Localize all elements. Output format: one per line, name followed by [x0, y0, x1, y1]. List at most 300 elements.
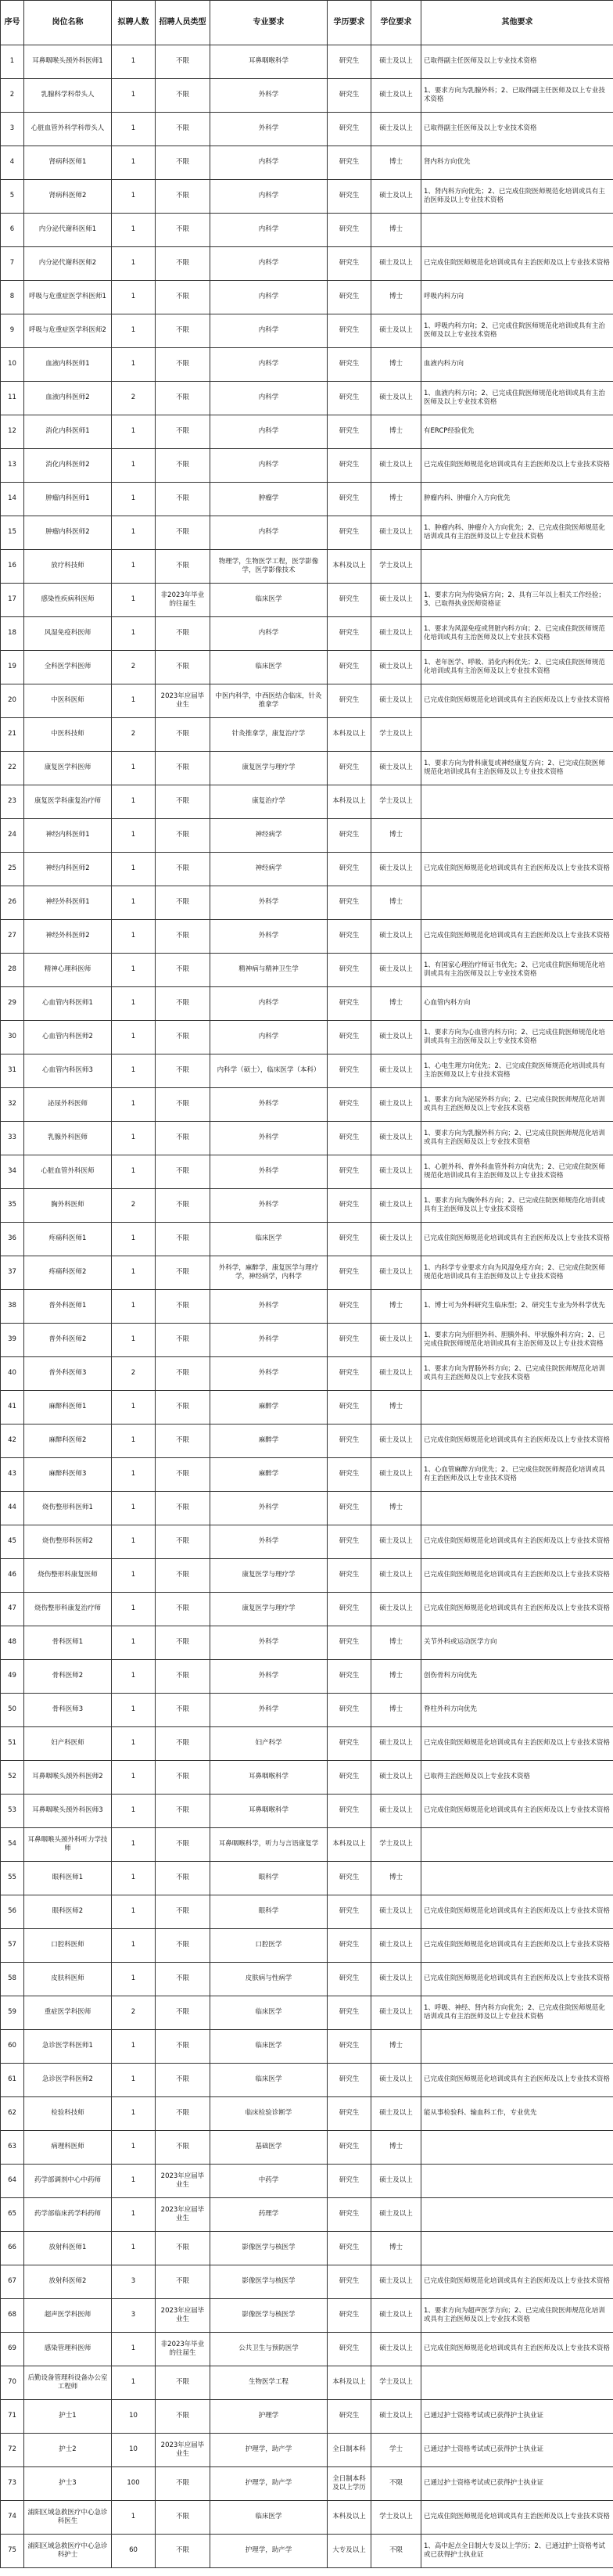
cell-count: 1: [112, 2232, 156, 2265]
cell-index: 36: [1, 1223, 24, 1256]
cell-major: 皮肤病与性病学: [210, 1963, 328, 1996]
table-row: [1, 987, 613, 1021]
cell-index: 4: [1, 146, 24, 180]
cell-major: 外科学: [210, 79, 328, 113]
cell-major: 麻醉学: [210, 1391, 328, 1425]
cell-degree: 博士: [371, 987, 421, 1021]
cell-position: 肿瘤内科医师1: [24, 483, 112, 516]
cell-major: 口腔医学: [210, 1929, 328, 1963]
cell-type: 不限: [156, 2467, 210, 2501]
cell-major: 影像医学与核医学: [210, 2265, 328, 2299]
cell-other: 1、要求方向为乳腺外科；2、已取得副主任医师及以上专业技术资格: [421, 79, 613, 113]
cell-education: 研究生: [328, 1660, 371, 1694]
cell-position: 妇产科医师: [24, 1727, 112, 1761]
cell-type: 不限: [156, 1021, 210, 1054]
cell-index: 26: [1, 886, 24, 920]
cell-position: 心脏血管外科医师: [24, 1155, 112, 1189]
cell-other: 1、要求方向为胸外科方向；2、已完成住院医师规范化培训或具有主治医师及以上专业技术资格: [421, 1189, 613, 1223]
cell-position: 骨科医师3: [24, 1694, 112, 1727]
cell-count: 1: [112, 2333, 156, 2366]
cell-index: 11: [1, 382, 24, 415]
cell-position: 风湿免疫科医师: [24, 617, 112, 651]
cell-count: 10: [112, 2400, 156, 2434]
cell-type: 不限: [156, 1694, 210, 1727]
cell-position: 护士1: [24, 2400, 112, 2434]
cell-type: 不限: [156, 2131, 210, 2165]
cell-index: 74: [1, 2501, 24, 2535]
cell-education: 研究生: [328, 1256, 371, 1290]
cell-type: 不限: [156, 987, 210, 1021]
cell-count: 1: [112, 1324, 156, 1357]
cell-education: 全日制本科: [328, 2434, 371, 2467]
cell-degree: 硕士及以上: [371, 45, 421, 79]
cell-other: [421, 1492, 613, 1525]
cell-position: 口腔科医师: [24, 1929, 112, 1963]
cell-degree: 博士: [371, 2030, 421, 2064]
cell-education: 研究生: [328, 1694, 371, 1727]
cell-count: 1: [112, 1929, 156, 1963]
table-row: [1, 1189, 613, 1223]
cell-education: 研究生: [328, 1425, 371, 1458]
cell-index: 35: [1, 1189, 24, 1223]
cell-degree: 学士: [371, 2434, 421, 2467]
cell-other: 已取得主治医师及以上专业技术资格: [421, 1761, 613, 1795]
cell-position: 检验科技师: [24, 2097, 112, 2131]
cell-degree: 硕士及以上: [371, 449, 421, 483]
cell-position: 护士2: [24, 2434, 112, 2467]
cell-type: 2023年应届毕业生: [156, 2198, 210, 2232]
cell-degree: 不限: [371, 2467, 421, 2501]
cell-type: 不限: [156, 1324, 210, 1357]
cell-position: 泌尿外科医师: [24, 1088, 112, 1122]
cell-education: 研究生: [328, 617, 371, 651]
cell-type: 不限: [156, 886, 210, 920]
cell-major: 物理学，生物医学工程，医学影像学，医学影像技术: [210, 550, 328, 584]
cell-other: 已取得副主任医师及以上专业技术资格: [421, 45, 613, 79]
table-row: [1, 516, 613, 550]
cell-type: 不限: [156, 920, 210, 954]
cell-major: 眼科学: [210, 1862, 328, 1895]
table-row: [1, 886, 613, 920]
cell-other: [421, 2030, 613, 2064]
cell-major: 临床医学: [210, 2030, 328, 2064]
table-row: [1, 1660, 613, 1694]
cell-other: 血液内科方向: [421, 348, 613, 382]
cell-degree: 硕士及以上: [371, 1425, 421, 1458]
cell-index: 61: [1, 2064, 24, 2097]
cell-type: 不限: [156, 483, 210, 516]
cell-position: 普外科医师3: [24, 1357, 112, 1391]
cell-major: 内科学: [210, 348, 328, 382]
table-row: [1, 180, 613, 214]
cell-index: 41: [1, 1391, 24, 1425]
cell-position: 呼吸与危重症医学科医师2: [24, 314, 112, 348]
cell-other: [421, 550, 613, 584]
cell-other: 1、要求方向为胃肠外科方向；2、已完成住院医师规范化培训或具有主治医师及以上专业技术资格: [421, 1357, 613, 1391]
cell-count: 2: [112, 1357, 156, 1391]
table-row: [1, 1862, 613, 1895]
cell-count: 1: [112, 2131, 156, 2165]
cell-other: [421, 886, 613, 920]
cell-education: 研究生: [328, 1155, 371, 1189]
cell-degree: 博士: [371, 1290, 421, 1324]
cell-other: 1、心电生理方向优先；2、已完成住院医师规范化培训或具有主治医师及以上专业技术资格: [421, 1054, 613, 1088]
cell-other: 1、要求方向为骨科康复或神经康复方向；2、已完成住院医师规范化培训或具有主治医师及以上专业技术资格: [421, 752, 613, 785]
header-education: 学历要求: [328, 1, 371, 45]
cell-count: 1: [112, 281, 156, 314]
table-row: [1, 1525, 613, 1559]
cell-degree: 不限: [371, 2535, 421, 2568]
cell-major: 麻醉学: [210, 1458, 328, 1492]
cell-education: 研究生: [328, 1761, 371, 1795]
cell-index: 40: [1, 1357, 24, 1391]
cell-major: 康复医学与理疗学: [210, 752, 328, 785]
cell-index: 48: [1, 1626, 24, 1660]
cell-major: 内科学: [210, 516, 328, 550]
table-row: [1, 1155, 613, 1189]
cell-education: 研究生: [328, 1525, 371, 1559]
cell-major: 临床医学: [210, 1223, 328, 1256]
cell-type: 不限: [156, 45, 210, 79]
cell-other: 1、要求方向为肝胆外科、胆胰外科、甲状腺外科方向；2、已完成住院医师规范化培训或具有主治医师及以上专业技术资格: [421, 1324, 613, 1357]
cell-count: 1: [112, 1593, 156, 1626]
cell-major: 神经病学: [210, 853, 328, 886]
table-row: [1, 954, 613, 987]
cell-position: 感染性疾病科医师: [24, 584, 112, 617]
cell-major: 针灸推拿学，康复治疗学: [210, 718, 328, 752]
cell-major: 外科学: [210, 920, 328, 954]
cell-count: 1: [112, 1828, 156, 1862]
cell-count: 1: [112, 1895, 156, 1929]
cell-education: 研究生: [328, 113, 371, 146]
cell-type: 不限: [156, 449, 210, 483]
cell-type: 不限: [156, 1862, 210, 1895]
cell-count: 1: [112, 1963, 156, 1996]
cell-other: 已完成住院医师规范化培训或具有主治医师及以上专业技术资格: [421, 1727, 613, 1761]
cell-education: 研究生: [328, 584, 371, 617]
cell-other: 1、内科学专业要求方向为风湿免疫方向；2、已完成住院医师规范化培训或具有主治医师及以上专业技术资格: [421, 1256, 613, 1290]
cell-degree: 学士及以上: [371, 2366, 421, 2400]
cell-count: 1: [112, 819, 156, 853]
table-row: [1, 785, 613, 819]
cell-degree: 硕士及以上: [371, 1021, 421, 1054]
table-row: [1, 314, 613, 348]
cell-major: 妇产科学: [210, 1727, 328, 1761]
cell-count: 2: [112, 651, 156, 684]
cell-type: 不限: [156, 2501, 210, 2535]
cell-major: 内科学: [210, 314, 328, 348]
cell-position: 眼科医师2: [24, 1895, 112, 1929]
cell-position: 胸外科医师: [24, 1189, 112, 1223]
cell-other: 1、呼吸、神经、肾内科方向优先；2、已完成住院医师规范化培训或具有主治医师及以上专业技术资格: [421, 1996, 613, 2030]
cell-major: 耳鼻咽喉科学，听力与言语康复学: [210, 1828, 328, 1862]
cell-position: 病理科医师: [24, 2131, 112, 2165]
table-row: [1, 819, 613, 853]
cell-position: 呼吸与危重症医学科医师1: [24, 281, 112, 314]
cell-education: 研究生: [328, 1223, 371, 1256]
cell-type: 不限: [156, 1458, 210, 1492]
cell-degree: 硕士及以上: [371, 1256, 421, 1290]
cell-major: 护理学，助产学: [210, 2434, 328, 2467]
cell-degree: 硕士及以上: [371, 584, 421, 617]
cell-major: 外科学: [210, 1694, 328, 1727]
cell-position: 肾病科医师2: [24, 180, 112, 214]
cell-degree: 学士及以上: [371, 785, 421, 819]
cell-degree: 博士: [371, 348, 421, 382]
cell-index: 51: [1, 1727, 24, 1761]
cell-major: 内科学: [210, 146, 328, 180]
cell-position: 乳腺科学科带头人: [24, 79, 112, 113]
cell-type: 不限: [156, 853, 210, 886]
cell-count: 1: [112, 1694, 156, 1727]
cell-count: 1: [112, 113, 156, 146]
cell-degree: 硕士及以上: [371, 1963, 421, 1996]
cell-major: 眼科学: [210, 1895, 328, 1929]
cell-major: 外科学: [210, 1189, 328, 1223]
cell-index: 45: [1, 1525, 24, 1559]
cell-count: 1: [112, 1458, 156, 1492]
header-major: 专业要求: [210, 1, 328, 45]
cell-degree: 硕士及以上: [371, 1458, 421, 1492]
cell-index: 58: [1, 1963, 24, 1996]
cell-index: 9: [1, 314, 24, 348]
cell-index: 32: [1, 1088, 24, 1122]
cell-count: 1: [112, 2064, 156, 2097]
cell-count: 2: [112, 1189, 156, 1223]
cell-degree: 博士: [371, 281, 421, 314]
cell-index: 25: [1, 853, 24, 886]
table-row: [1, 281, 613, 314]
cell-major: 精神病与精神卫生学: [210, 954, 328, 987]
cell-other: 已完成住院医师规范化培训或具有主治医师及以上专业技术资格: [421, 247, 613, 281]
table-row: [1, 2265, 613, 2299]
cell-degree: 硕士及以上: [371, 1929, 421, 1963]
cell-count: 2: [112, 382, 156, 415]
cell-count: 1: [112, 1660, 156, 1694]
cell-other: 已通过护士资格考试或已获得护士执业证: [421, 2400, 613, 2434]
cell-other: 已完成住院医师规范化培训或具有主治医师及以上专业技术资格: [421, 1895, 613, 1929]
table-row: [1, 1290, 613, 1324]
cell-position: 骨科医师1: [24, 1626, 112, 1660]
cell-position: 疼痛科医师1: [24, 1223, 112, 1256]
cell-type: 2023年应届毕业生: [156, 2299, 210, 2333]
table-row: [1, 1357, 613, 1391]
cell-type: 不限: [156, 2535, 210, 2568]
cell-count: 1: [112, 1021, 156, 1054]
cell-degree: 硕士及以上: [371, 113, 421, 146]
cell-major: 护理学，助产学: [210, 2467, 328, 2501]
cell-type: 不限: [156, 550, 210, 584]
cell-count: 1: [112, 516, 156, 550]
cell-major: 外科学: [210, 1525, 328, 1559]
cell-education: 本科及以上: [328, 785, 371, 819]
cell-position: 放疗科技师: [24, 550, 112, 584]
cell-major: 内科学: [210, 987, 328, 1021]
table-row: [1, 1963, 613, 1996]
cell-major: 生物医学工程: [210, 2366, 328, 2400]
cell-position: 骨科医师2: [24, 1660, 112, 1694]
cell-index: 67: [1, 2265, 24, 2299]
cell-other: 1、有国家心理治疗师证书优先；2、已完成住院医师规范化培训或具有主治医师及以上专业技术资格: [421, 954, 613, 987]
cell-count: 1: [112, 2501, 156, 2535]
table-row: [1, 1626, 613, 1660]
cell-index: 43: [1, 1458, 24, 1492]
cell-count: 1: [112, 2366, 156, 2400]
cell-other: [421, 1828, 613, 1862]
table-row: [1, 617, 613, 651]
table-row: [1, 1122, 613, 1155]
cell-position: 神经内科医师1: [24, 819, 112, 853]
cell-education: 研究生: [328, 1492, 371, 1525]
cell-position: 耳鼻咽喉头颈外科医师3: [24, 1795, 112, 1828]
cell-type: 不限: [156, 2064, 210, 2097]
cell-count: 2: [112, 718, 156, 752]
cell-type: 2023年应届毕业生: [156, 2165, 210, 2198]
cell-other: 1、心血管麻醉方向优先；2、已完成住院医师规范化培训或具有主治医师及以上专业技术资格: [421, 1458, 613, 1492]
cell-degree: 硕士及以上: [371, 2097, 421, 2131]
cell-type: 不限: [156, 1593, 210, 1626]
header-index: 序号: [1, 1, 24, 45]
cell-other: 1、高中起点全日制大专及以上学历；2、已通过护士资格考试或已获得护士执业证: [421, 2535, 613, 2568]
table-row: [1, 2131, 613, 2165]
cell-type: 不限: [156, 348, 210, 382]
cell-major: 神经病学: [210, 819, 328, 853]
cell-position: 内分泌代谢科医师2: [24, 247, 112, 281]
cell-other: 已取得副主任医师及以上专业技术资格: [421, 113, 613, 146]
cell-education: 研究生: [328, 146, 371, 180]
cell-degree: 学士及以上: [371, 718, 421, 752]
cell-education: 研究生: [328, 819, 371, 853]
cell-education: 研究生: [328, 281, 371, 314]
cell-degree: 硕士及以上: [371, 180, 421, 214]
cell-count: 1: [112, 483, 156, 516]
cell-education: 研究生: [328, 752, 371, 785]
cell-education: 研究生: [328, 1088, 371, 1122]
cell-count: 1: [112, 886, 156, 920]
cell-education: 研究生: [328, 1122, 371, 1155]
cell-degree: 硕士及以上: [371, 2198, 421, 2232]
cell-other: 已完成住院医师规范化培训或具有主治医师及以上专业技术资格: [421, 1593, 613, 1626]
cell-index: 2: [1, 79, 24, 113]
cell-education: 研究生: [328, 2265, 371, 2299]
cell-count: 1: [112, 1054, 156, 1088]
cell-position: 耳鼻咽喉头颈外科医师2: [24, 1761, 112, 1795]
cell-degree: 硕士及以上: [371, 1727, 421, 1761]
cell-major: 内科学: [210, 415, 328, 449]
cell-education: 研究生: [328, 1391, 371, 1425]
cell-index: 57: [1, 1929, 24, 1963]
table-row: [1, 113, 613, 146]
cell-type: 非2023年毕业的往届生: [156, 2333, 210, 2366]
cell-index: 65: [1, 2198, 24, 2232]
cell-position: 神经外科医师2: [24, 920, 112, 954]
cell-position: 中医科医师: [24, 684, 112, 718]
cell-other: 已完成住院医师规范化培训或具有主治医师及以上专业技术资格: [421, 2064, 613, 2097]
cell-position: 消化内科医师2: [24, 449, 112, 483]
cell-count: 1: [112, 684, 156, 718]
table-row: [1, 1593, 613, 1626]
cell-major: 内科学: [210, 382, 328, 415]
cell-position: 超声医学科医师: [24, 2299, 112, 2333]
cell-degree: 硕士及以上: [371, 1895, 421, 1929]
cell-degree: 硕士及以上: [371, 247, 421, 281]
cell-position: 精神心理科医师: [24, 954, 112, 987]
cell-major: 临床医学: [210, 2501, 328, 2535]
cell-other: 创伤骨科方向优先: [421, 1660, 613, 1694]
cell-position: 重症医学科医师: [24, 1996, 112, 2030]
cell-position: 心血管内科医师3: [24, 1054, 112, 1088]
table-row: [1, 2333, 613, 2366]
table-row: [1, 1795, 613, 1828]
cell-count: 1: [112, 1727, 156, 1761]
cell-major: 外科学，麻醉学，康复医学与理疗学，神经病学，内科学: [210, 1256, 328, 1290]
cell-type: 不限: [156, 1391, 210, 1425]
cell-position: 消化内科医师1: [24, 415, 112, 449]
cell-index: 29: [1, 987, 24, 1021]
cell-type: 不限: [156, 954, 210, 987]
cell-major: 临床医学: [210, 1996, 328, 2030]
cell-count: 1: [112, 1088, 156, 1122]
cell-position: 康复医学科康复治疗师: [24, 785, 112, 819]
cell-education: 本科及以上: [328, 1828, 371, 1862]
cell-degree: 硕士及以上: [371, 1088, 421, 1122]
cell-degree: 博士: [371, 1694, 421, 1727]
cell-position: 眼科医师1: [24, 1862, 112, 1895]
cell-major: 中药学: [210, 2165, 328, 2198]
cell-degree: 硕士及以上: [371, 314, 421, 348]
cell-degree: 博士: [371, 415, 421, 449]
cell-type: 不限: [156, 281, 210, 314]
cell-type: 不限: [156, 1054, 210, 1088]
cell-education: 研究生: [328, 2097, 371, 2131]
cell-count: 1: [112, 853, 156, 886]
table-row: [1, 2299, 613, 2333]
table-row: [1, 2434, 613, 2467]
cell-index: 38: [1, 1290, 24, 1324]
cell-degree: 博士: [371, 2232, 421, 2265]
cell-education: 全日制本科及以上学历: [328, 2467, 371, 2501]
cell-major: 肿瘤学: [210, 483, 328, 516]
cell-index: 75: [1, 2535, 24, 2568]
cell-major: 外科学: [210, 1626, 328, 1660]
cell-education: 研究生: [328, 1357, 371, 1391]
cell-count: 10: [112, 2434, 156, 2467]
header-type: 招聘人员类型: [156, 1, 210, 45]
cell-type: 非2023年毕业的往届生: [156, 584, 210, 617]
table-header-row: [1, 1, 613, 45]
cell-type: 不限: [156, 1223, 210, 1256]
table-row: [1, 348, 613, 382]
cell-position: 康复医学科医师: [24, 752, 112, 785]
cell-index: 31: [1, 1054, 24, 1088]
cell-type: 不限: [156, 1122, 210, 1155]
cell-degree: 博士: [371, 1626, 421, 1660]
header-position: 岗位名称: [24, 1, 112, 45]
cell-major: 耳鼻咽喉科学: [210, 1795, 328, 1828]
cell-major: 内科学: [210, 449, 328, 483]
cell-other: 已完成住院医师规范化培训或具有主治医师及以上专业技术资格: [421, 2333, 613, 2366]
cell-degree: 硕士及以上: [371, 684, 421, 718]
cell-type: 不限: [156, 1525, 210, 1559]
cell-type: 不限: [156, 1996, 210, 2030]
cell-other: 已完成住院医师规范化培训或具有主治医师及以上专业技术资格: [421, 2265, 613, 2299]
cell-education: 研究生: [328, 651, 371, 684]
cell-degree: 博士: [371, 214, 421, 247]
cell-type: 不限: [156, 752, 210, 785]
cell-index: 64: [1, 2165, 24, 2198]
cell-count: 1: [112, 920, 156, 954]
cell-major: 外科学: [210, 1660, 328, 1694]
